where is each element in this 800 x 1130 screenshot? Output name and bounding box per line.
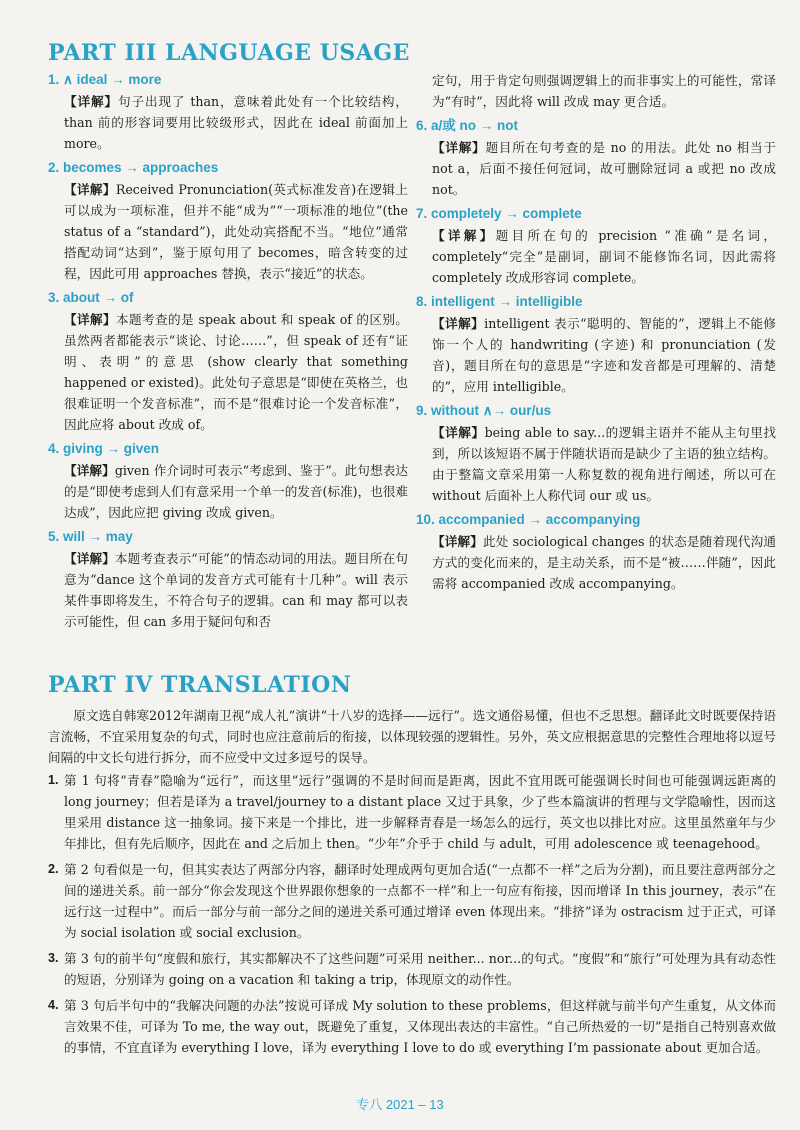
detail-label: 【详解】	[64, 182, 116, 197]
answer-item	[48, 70, 408, 154]
note-number: 1.	[48, 773, 59, 787]
translation-intro: 原文选自韩寒2012年湖南卫视“成人礼”演讲“十八岁的选择——远行”。选文通俗易懂，但也不乏思想。翻译此文时既要保持语言流畅，不宜采用复杂的句式，同时也应注意前后的衔接，以体现较强的逻辑性。另外，英文应根据意思的完整性合理地将以逗号间隔的中文长句进行拆分，而不应受中文过多逗号的误导。	[48, 708, 776, 765]
answer-head: 5. will → may	[48, 529, 133, 544]
detail-label: 【详解】	[432, 425, 485, 440]
answer-text: 题目所在句考查的是 no 的用法。此处 no 相当于 not a，后面不接任何冠词，故可删除冠词 a 或把 no 改成 not。	[432, 140, 776, 197]
note-text: 第 1 句将“青春”隐喻为“远行”，而这里“远行”强调的不是时间而是距离，因此不宜用既可能强调长时间也可能强调远距离的 long journey；但若是译为 a travel/journey to a distant place 又过于具象，少了些本篇演讲的哲理与文学隐喻性，因而这里采用 distance 这一抽象词。接下来是一个排比，进一步解释青春是一场怎么的远行，英文也以排比对应。这里虽然童年与少年排比，但有先后顺序，因此在 and 之后加上 then。“少年”介乎于 child 与 adult，可用 adolescence 或 teenagehood。	[64, 773, 776, 851]
answer-head: 7. completely → complete	[416, 206, 582, 221]
answer-item	[416, 116, 776, 200]
answer-head: 3. about → of	[48, 290, 134, 305]
note-text: 第 3 句后半句中的“我解决问题的办法”按说可译成 My solution to these problems，但这样就与前半句产生重复，从文体而言效果不佳，可译为 To me, the way out，既避免了重复，又体现出表达的丰富性。“自己所热爱的一切”是指自己特别喜欢做的事情，不宜直译为 everything I love，译为 everything I love to do 或 everything I’m passionate about 更加合适。	[64, 998, 776, 1055]
answer-body	[416, 137, 776, 200]
answer-head: 2. becomes → approaches	[48, 160, 219, 175]
translation-note	[48, 948, 776, 990]
answer-head: 6. a/或 no → not	[416, 118, 519, 133]
answer-head: 8. intelligent → intelligible	[416, 294, 583, 309]
answer-text: intelligent 表示“聪明的、智能的”，逻辑上不能修饰一个人的 handwriting (字迹) 和 pronunciation (发音)，题目所在句的意思是“字迹和发音都是可理解的、清楚的”，应用 intelligible。	[432, 316, 777, 394]
part3-right-column	[416, 70, 776, 598]
answer-body	[416, 531, 776, 594]
answer-item	[48, 527, 408, 632]
note-number: 3.	[48, 951, 59, 965]
part3-left-column	[48, 70, 408, 636]
answer-head: 4. giving → given	[48, 441, 160, 456]
answer-text: Received Pronunciation(英式标准发音)在逻辑上可以成为一项标准，但并不能“成为”“一项标准的地位”(the status of a “standard”)，此处动宾搭配不当。“地位”通常搭配动词“达到”，鉴于原句用了 becomes，暗含转变的过程，因此可用 approaches 替换，表示“接近”的状态。	[64, 182, 408, 281]
answer-head: 9. without ∧→ our/us	[416, 403, 552, 418]
answer-item	[48, 439, 408, 523]
answer-item	[48, 288, 408, 435]
answer-item-continued	[416, 70, 776, 112]
answer-item	[416, 510, 776, 594]
answer-body	[48, 309, 408, 435]
translation-note	[48, 995, 776, 1058]
answer-body	[48, 460, 408, 523]
translation-note	[48, 770, 776, 854]
answer-body	[416, 225, 776, 288]
answer-item	[416, 204, 776, 288]
detail-label: 【详解】	[64, 463, 115, 478]
answer-text: 定句，用于肯定句则强调逻辑上的而非事实上的可能性，常译为“有时”，因此将 will 改成 may 更合适。	[432, 73, 776, 109]
note-text: 第 3 句的前半句“度假和旅行，其实都解决不了这些问题”可采用 neither... nor...的句式。“度假”和“旅行”可处理为具有动态性的短语，分别译为 going on a vacation 和 taking a trip，体现原文的动作性。	[64, 951, 776, 987]
detail-label: 【详解】	[64, 94, 118, 109]
answer-body	[48, 179, 408, 284]
part4-translation-notes	[48, 705, 776, 1063]
answer-item	[48, 158, 408, 284]
detail-label: 【详解】	[432, 316, 485, 331]
answer-item	[416, 401, 776, 506]
detail-label: 【详解】	[432, 140, 486, 155]
answer-item	[416, 292, 776, 397]
answer-text: 题目所在句的 precision “准确”是名词，completely“完全”是副词，副词不能修饰名词，因此需将 completely 改成形容词 complete。	[432, 228, 777, 285]
note-number: 2.	[48, 862, 59, 876]
answer-body	[416, 422, 776, 506]
detail-label: 【详解】	[64, 551, 115, 566]
answer-text: given 作介词时可表示“考虑到、鉴于”。此句想表达的是“即使考虑到人们有意采用一个单一的发音(标准)，也很难达成”，因此应把 giving 改成 given。	[64, 463, 408, 520]
answer-head: 10. accompanied → accompanying	[416, 512, 641, 527]
answer-body	[416, 313, 776, 397]
part3-title: PART III LANGUAGE USAGE	[48, 40, 410, 66]
answer-head: 1. ∧ ideal → more	[48, 72, 162, 87]
note-number: 4.	[48, 998, 59, 1012]
answer-text: 句子出现了 than，意味着此处有一个比较结构，than 前的形容词要用比较级形式，因此在 ideal 前面加上 more。	[64, 94, 408, 151]
answer-text: 此处 sociological changes 的状态是随着现代沟通方式的变化而来的，是主动关系，而不是“被……伴随”，因此需将 accompanied 改成 accompanying。	[432, 534, 776, 591]
detail-label: 【详解】	[64, 312, 117, 327]
answer-text: 本题考查表示“可能”的情态动词的用法。题目所在句意为“dance 这个单词的发音方式可能有十几种”。will 表示某件事即将发生，不符合句子的逻辑。can 和 may 都可以表示可能性，但 can 多用于疑问句和否	[64, 551, 408, 629]
page-footer: 专八 2021 – 13	[356, 1097, 444, 1112]
answer-text: being able to say...的逻辑主语并不能从主句里找到，所以该短语不属于伴随状语而是缺少了主语的独立结构。由于整篇文章采用第一人称复数的视角进行阐述，所以可在 without 后面补上人称代词 our 或 us。	[432, 425, 777, 503]
answer-text: 本题考查的是 speak about 和 speak of 的区别。虽然两者都能表示“谈论、讨论……”，但 speak of 还有“证明、表明”的意思 (show clearly that something happened or existed)。此处句子意思是“即使在英格兰，也很难证明一个发音标准”，而不是“很难讨论一个发音标准”，因此应将 about 改成 of。	[64, 312, 408, 432]
translation-note	[48, 859, 776, 943]
part4-title: PART IV TRANSLATION	[48, 672, 352, 698]
detail-label: 【详解】	[432, 228, 496, 243]
answer-body	[48, 91, 408, 154]
answer-body	[416, 70, 776, 112]
note-text: 第 2 句看似是一句，但其实表达了两部分内容，翻译时处理成两句更加合适(“一点都不一样”之后为分割)，而且要注意两部分之间的递进关系。前一部分“你会发现这个世界跟你想象的一点都不一样”和上一句应有衔接，因而增译 In this journey，表示“在远行这一过程中”。而后一部分与前一部分之间的递进关系可通过增译 even 体现出来。“排挤”译为 ostracism 过于正式，可译为 social isolation 或 social exclusion。	[64, 862, 776, 940]
answer-body	[48, 548, 408, 632]
detail-label: 【详解】	[432, 534, 483, 549]
